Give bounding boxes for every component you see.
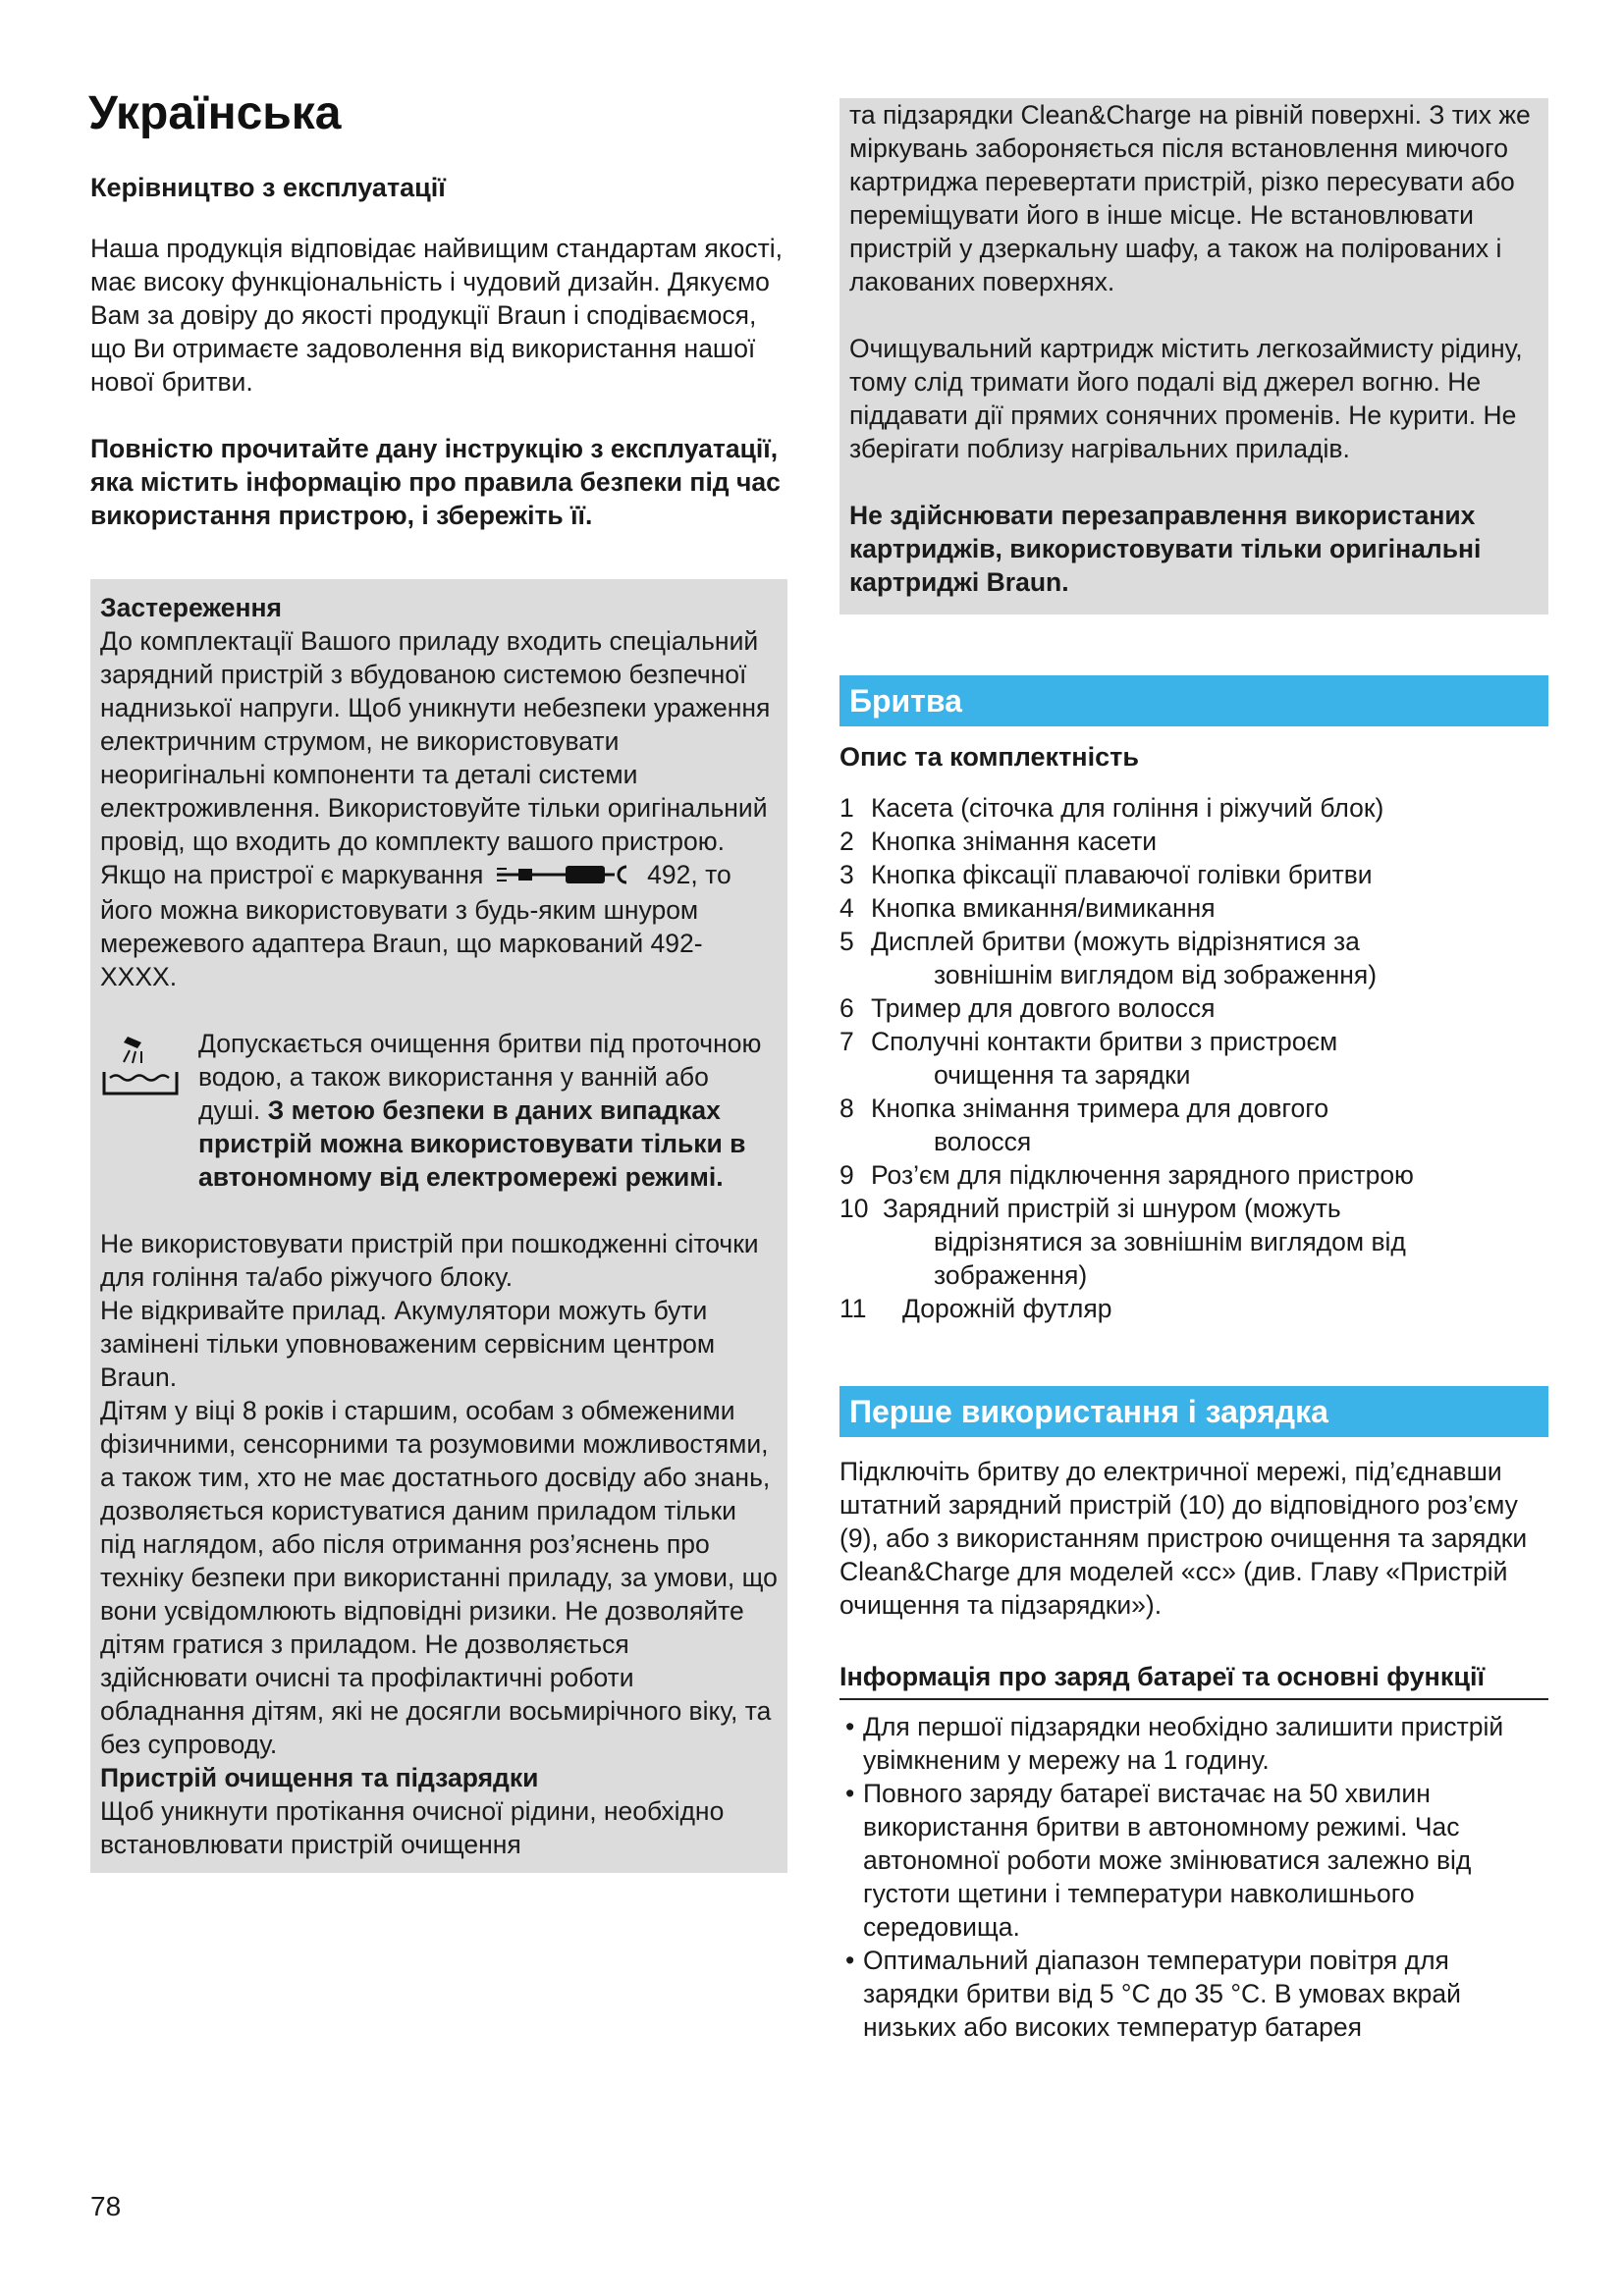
list-item: • Для першої підзарядки необхідно залишити пристрій увімкненим у мережу на 1 годину. [863, 1710, 1548, 1777]
page-number: 78 [90, 2191, 122, 2221]
left-column [90, 171, 787, 1873]
list-item: 5 Дисплей бритви (можуть відрізнятися за зовнішнім виглядом від зображення) [839, 927, 1378, 989]
parts-list [839, 791, 1548, 1325]
shower-bath-icon [100, 1027, 181, 1194]
marking-after: то його можна використовувати з будь-яким шнуром мережевого адаптера Braun, що маркований 492-XXXX. [100, 860, 731, 991]
list-item: 4 Кнопка вмикання/вимикання [839, 893, 1216, 923]
battery-bullets [839, 1710, 1548, 2044]
read-notice: Повністю прочитайте дану інструкцію з експлуатації, яка містить інформацію про правила безпеки під час використання пристрою, і збережіть її. [90, 434, 781, 530]
list-item: • Оптимальний діапазон температури повітря для зарядки бритви від 5 °C до 35 °C. В умовах вкрай низьких або високих температур батарея [863, 1944, 1548, 2044]
shower-notice [100, 1027, 778, 1194]
list-item: 6 Тример для довгого волосся [839, 993, 1216, 1023]
right-column [839, 98, 1548, 2044]
first-use-text: Підключіть бритву до електричної мережі, під’єднавши штатний зарядний пристрій (10) до відповідного роз’єму (9), або з використанням пристрою очищення та зарядки Clean&Charge для моделей «cc» (див. Главу «Пристрій очищення та підзарядки»). [839, 1457, 1528, 1620]
list-item: 10 Зарядний пристрій зі шнуром (можуть відрізнятися за зовнішнім виглядом від зображення) [839, 1194, 1406, 1290]
marking-paragraph [100, 858, 778, 993]
continued-bold: Не здійснювати перезаправлення використаних картриджів, використовувати тільки оригінальні картриджі Braun. [849, 501, 1482, 597]
shower-text-normal: Допускається очищення бритви під проточною водою, а також використання у ванній або душі. [198, 1029, 762, 1125]
continued-p1: та підзарядки Clean&Charge на рівній поверхні. З тих же міркувань забороняється після встановлення миючого картриджа перевертати пристрій, різко пересувати або переміщувати його в інше місце. Не встановлювати пристрій у дзеркальну шафу, а також на полірованих і лакованих поверхнях. [849, 100, 1531, 296]
list-item: 3 Кнопка фіксації плаваючої голівки бритви [839, 860, 1373, 889]
cleaning-station-title: Пристрій очищення та підзарядки [100, 1763, 539, 1792]
shower-text-bold: З метою безпеки в даних випадках пристрій можна використовувати тільки в автономному від електромережі режимі. [198, 1095, 746, 1192]
battery-info-title: Інформація про заряд батареї та основні функції [839, 1661, 1548, 1700]
list-item: 8 Кнопка знімання тримера для довгого волосся [839, 1094, 1329, 1156]
section-bar-first-use: Перше використання і зарядка [839, 1386, 1548, 1437]
plug-marking-icon [497, 860, 634, 893]
warnings-box [90, 579, 787, 1873]
list-item: 1 Касета (сіточка для гоління і ріжучий блок) [839, 793, 1384, 823]
warnings-p1: До комплектації Вашого приладу входить спеціальний зарядний пристрій з вбудованою системою безпечної наднизької напруги. Щоб уникнути небезпеки ураження електричним струмом, не використовувати неоригінальні компоненти та деталі системи електроживлення. Використовуйте тільки оригінальний провід, що входить до комплекту вашого пристрою. [100, 626, 771, 856]
open-warning: Не відкривайте прилад. Акумулятори можуть бути замінені тільки уповноваженим сервісним центром Braun. [100, 1296, 716, 1392]
warnings-title: Застереження [100, 593, 283, 622]
cleaning-station-text: Щоб уникнути протікання очисної рідини, необхідно встановлювати пристрій очищення [100, 1796, 725, 1859]
parts-title: Опис та комплектність [839, 742, 1139, 772]
list-item: 11 Дорожній футляр [839, 1294, 1112, 1323]
manual-heading: Керівництво з експлуатації [90, 173, 446, 202]
list-item: 7 Сполучні контакти бритви з пристроєм очищення та зарядки [839, 1027, 1338, 1090]
page-title: Українська [88, 87, 342, 139]
list-item: 2 Кнопка знімання касети [839, 827, 1158, 856]
continued-p2: Очищувальний картридж містить легкозаймисту рідину, тому слід тримати його подалі від джерел вогню. Не піддавати дії прямих сонячних променів. Не курити. Не зберігати поблизу нагрівальних приладів. [849, 334, 1523, 463]
continued-warnings-box [839, 98, 1548, 614]
damaged-warning: Не використовувати пристрій при пошкодженні сіточки для гоління та/або ріжучого блоку. [100, 1229, 759, 1292]
intro-paragraph: Наша продукція відповідає найвищим стандартам якості, має високу функціональність і чудовий дизайн. Дякуємо Вам за довіру до якості продукції Braun і сподіваємося, що Ви отримаєте задоволення від використання нашої нової бритви. [90, 234, 783, 397]
marking-code: 492, [647, 860, 698, 889]
list-item: 9 Роз’єм для підключення зарядного пристрою [839, 1160, 1414, 1190]
shower-text [198, 1027, 778, 1194]
marking-before: Якщо на пристрої є маркування [100, 860, 484, 889]
section-bar-shaver: Бритва [839, 675, 1548, 726]
children-warning: Дітям у віці 8 років і старшим, особам з обмеженими фізичними, сенсорними та розумовими можливостями, а також тим, хто не має достатнього досвіду або знань, дозволяється користуватися даним приладом тільки під наглядом, або після отримання роз’яснень про техніку безпеки при використанні приладу, за умови, що вони усвідомлюють відповідні ризики. Не дозволяйте дітям гратися з приладом. Не дозволяється здійснювати очисні та профілактичні роботи обладнання дітям, які не досягли восьмирічного віку, та без супроводу. [100, 1396, 778, 1759]
list-item: • Повного заряду батареї вистачає на 50 хвилин використання бритви в автономному режимі. Час автономної роботи може змінюватися залежно від густоти щетини і температури навколишнього середовища. [863, 1777, 1548, 1944]
